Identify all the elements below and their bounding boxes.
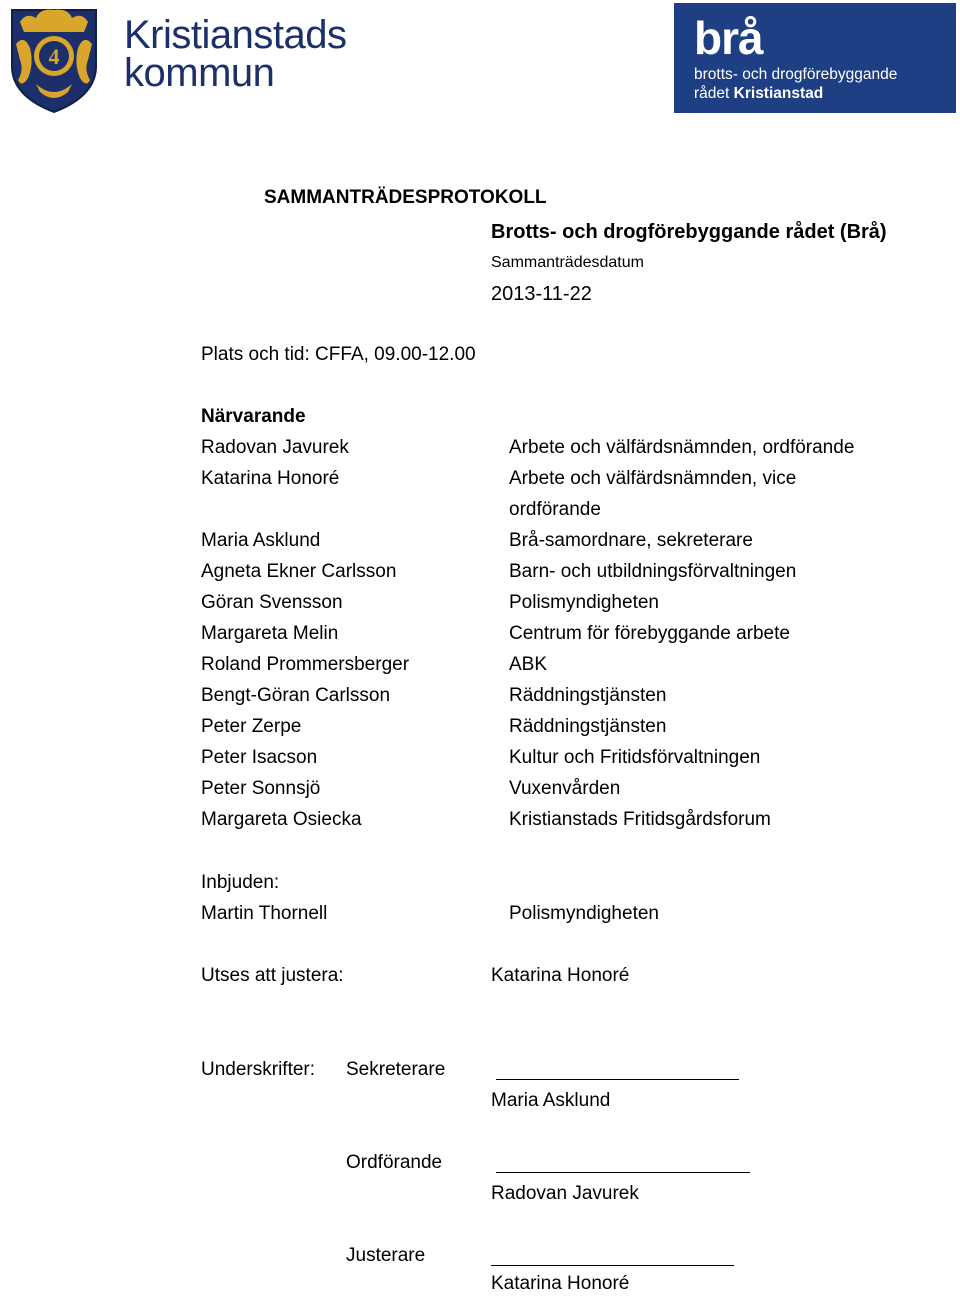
member-role: Brå-samordnare, sekreterare [509, 530, 753, 551]
member-name: Margareta Melin [201, 623, 339, 644]
signature-line [496, 1079, 739, 1080]
organ-name: Brotts- och drogförebyggande rådet (Brå) [491, 221, 887, 243]
member-role: Arbete och välfärdsnämnden, vice [509, 468, 797, 489]
signature-name: Katarina Honoré [491, 1273, 630, 1294]
date-label: Sammanträdesdatum [491, 254, 644, 271]
meeting-date: 2013-11-22 [491, 283, 592, 305]
signature-role: Justerare [346, 1245, 426, 1266]
member-name: Bengt-Göran Carlsson [201, 685, 391, 706]
municipality-name-line2: kommun [124, 51, 275, 95]
bra-logo-subtitle-line2 [694, 84, 897, 103]
member-role: Kristianstads Fritidsgårdsforum [509, 809, 771, 830]
svg-text:4: 4 [48, 44, 60, 69]
municipality-name-line1: Kristianstads [124, 13, 347, 57]
member-role: Arbete och välfärdsnämnden, ordförande [509, 437, 855, 458]
member-role: Polismyndigheten [509, 592, 659, 613]
member-name: Peter Zerpe [201, 716, 302, 737]
bra-logo-subtitle-city: Kristianstad [733, 85, 824, 102]
member-name: Roland Prommersberger [201, 654, 410, 675]
signature-role: Sekreterare [346, 1059, 446, 1080]
bra-logo-subtitle-radet: rådet [694, 85, 730, 102]
signature-line [496, 1172, 750, 1173]
invited-heading: Inbjuden: [201, 872, 280, 893]
place-and-time: Plats och tid: CFFA, 09.00-12.00 [201, 344, 476, 365]
municipality-name [124, 13, 347, 95]
member-name: Katarina Honoré [201, 468, 340, 489]
signature-name: Radovan Javurek [491, 1183, 639, 1204]
member-name: Peter Sonnsjö [201, 778, 321, 799]
invited-name: Martin Thornell [201, 903, 328, 924]
coat-of-arms-icon [6, 4, 102, 114]
bra-logo-subtitle [694, 65, 897, 103]
document-title: SAMMANTRÄDESPROTOKOLL [264, 187, 547, 208]
invited-role: Polismyndigheten [509, 903, 659, 924]
signatures-label: Underskrifter: [201, 1059, 316, 1080]
attendance-heading: Närvarande [201, 406, 306, 427]
member-role: Kultur och Fritidsförvaltningen [509, 747, 761, 768]
member-name: Agneta Ekner Carlsson [201, 561, 397, 582]
signature-name: Maria Asklund [491, 1090, 611, 1111]
member-name: Maria Asklund [201, 530, 321, 551]
signature-role: Ordförande [346, 1152, 443, 1173]
member-role: Vuxenvården [509, 778, 621, 799]
member-name: Göran Svensson [201, 592, 343, 613]
member-role: Räddningstjänsten [509, 685, 667, 706]
member-name: Margareta Osiecka [201, 809, 362, 830]
member-name: Peter Isacson [201, 747, 318, 768]
bra-logo [674, 3, 956, 113]
member-role: Centrum för förebyggande arbete [509, 623, 790, 644]
signature-line [491, 1265, 734, 1266]
member-role: ABK [509, 654, 548, 675]
bra-logo-subtitle-line1: brotts- och drogförebyggande [694, 66, 898, 83]
adjuster-label: Utses att justera: [201, 965, 344, 986]
member-role: Räddningstjänsten [509, 716, 667, 737]
adjuster-name: Katarina Honoré [491, 965, 630, 986]
municipality-logo [6, 4, 366, 114]
member-role: Barn- och utbildningsförvaltningen [509, 561, 797, 582]
bra-logo-word: brå [694, 12, 763, 64]
member-role-continued: ordförande [509, 499, 601, 520]
member-name: Radovan Javurek [201, 437, 349, 458]
